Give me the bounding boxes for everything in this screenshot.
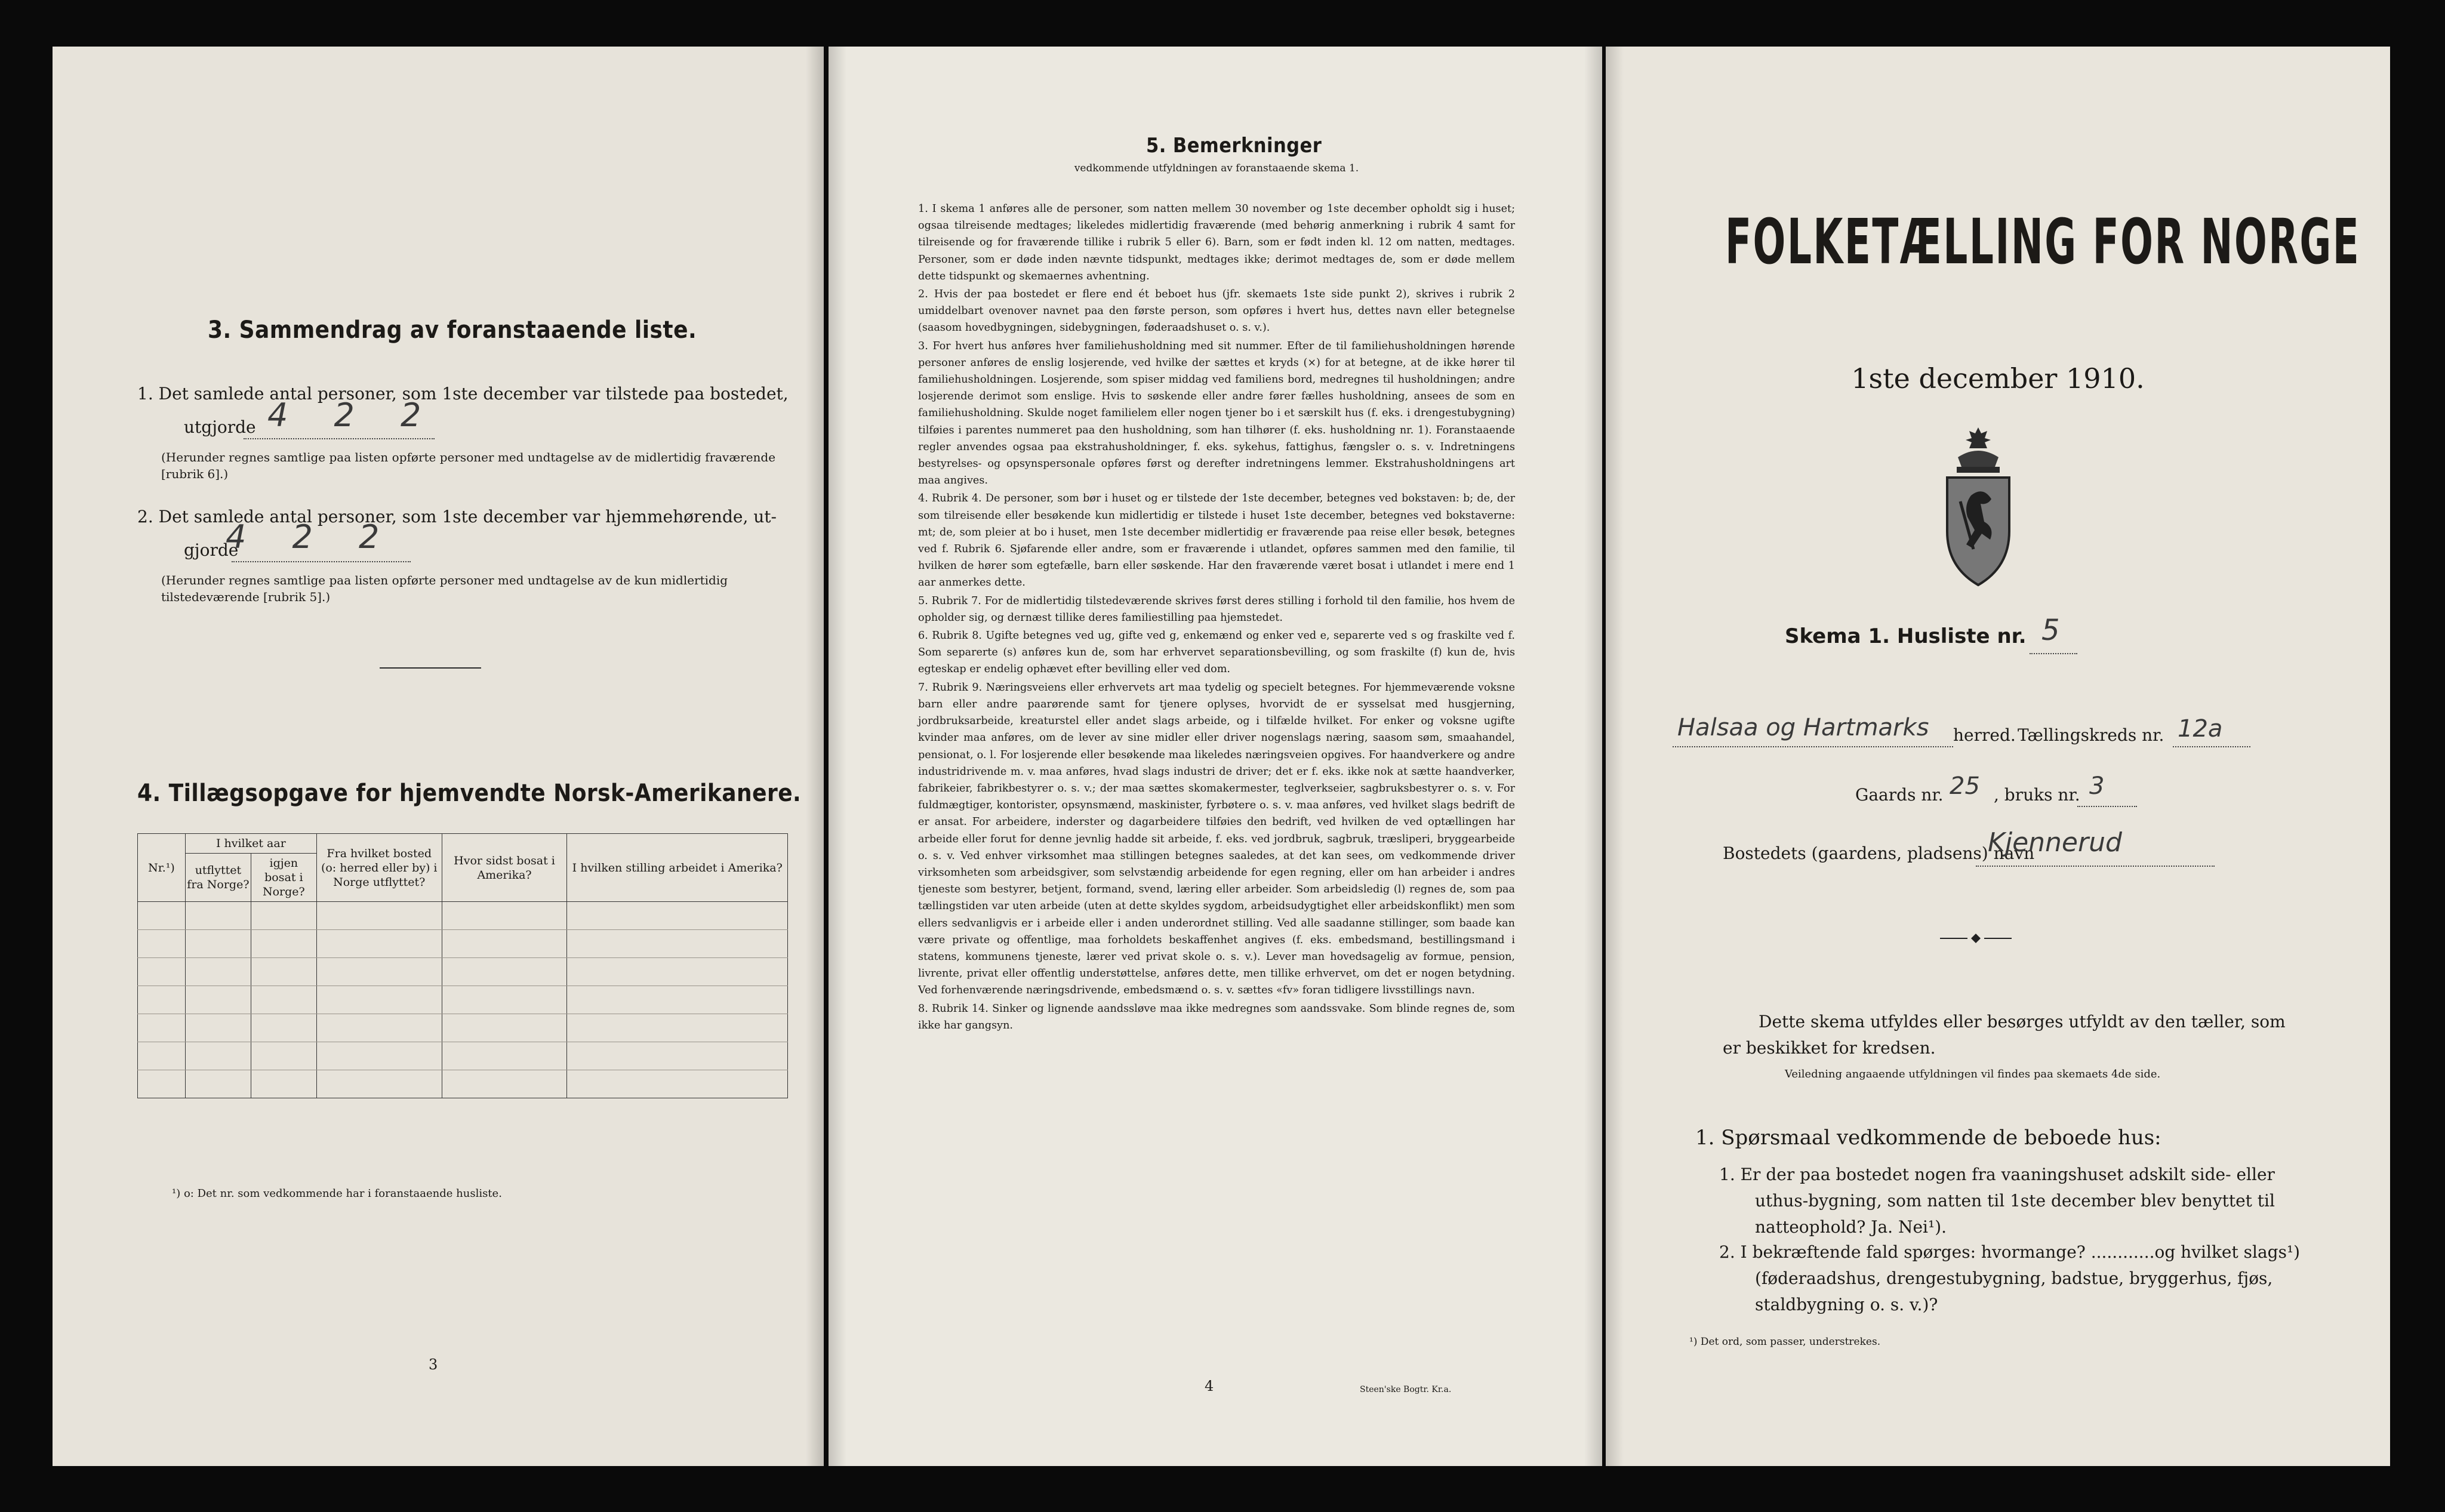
gaards-label: Gaards nr. (1855, 785, 1944, 805)
bemerkning-item: 4. Rubrik 4. De personer, som bør i huset og er tilstede der 1ste december, betegnes ved bokstaven: b; de, der som tilreisende eller besøkende kun midlertidig er tilstede i huset 1ste december, betegnes ved bokstaverne: mt; de, som pleier at bo i huset, men 1ste december midlertidig er fraværende paa reise eller besøk, betegnes ved f. Rubrik 6. Sjøfarende eller andre, som er fraværende i utlandet, opføres sammen med den familie, til hvilken de hører som egtefælle, barn eller søskende. Har den fraværende været bosat i utlandet i mere end 1 aar anmerkes dette. (918, 492, 1515, 589)
col-year-back-header: igjen bosat i Norge? (251, 854, 316, 902)
tk-value: 12a (2178, 715, 2223, 743)
table-footnote: ¹) o: Det nr. som vedkommende har i foranstaaende husliste. (172, 1187, 502, 1200)
left-page (53, 47, 824, 1466)
page-fold-shadow (806, 47, 824, 1466)
item-1-text: 1. Det samlede antal personer, som 1ste december var tilstede paa bostedet, (137, 384, 789, 404)
right-footnote: ¹) Det ord, som passer, understrekes. (1689, 1336, 1881, 1348)
question-1: 1. Er der paa bostedet nogen fra vaaningshuset adskilt side- eller uthus-bygning, som natten til 1ste december blev benyttet til natteophold? Ja. Nei¹). (1719, 1165, 2275, 1237)
bosted-line (1976, 866, 2215, 867)
item-2-dotted-line (232, 561, 411, 562)
census-title: FOLKETÆLLING FOR NORGE (1725, 205, 2361, 278)
printer-mark: Steen'ske Bogtr. Kr.a. (1360, 1385, 1452, 1394)
item-2-note: (Herunder regnes samtlige paa listen opførte personer med undtagelse av de kun midlertidig tilstedeværende [rubrik 5].) (161, 573, 728, 604)
col-nr-header: Nr.¹) (138, 834, 186, 902)
item-1-note: (Herunder regnes samtlige paa listen opførte personer med undtagelse av de midlertidig fraværende [rubrik 6].) (161, 450, 776, 481)
bosted-label: Bostedets (gaardens, pladsens) navn (1723, 843, 2035, 863)
table-row (138, 1070, 788, 1098)
table-row (138, 902, 788, 930)
bemerkning-item: 5. Rubrik 7. For de midlertidig tilstedeværende skrives først deres stilling i forhold til den familie, hos hvem de opholder sig, og dernæst tillike deres familiestilling paa hjemstedet. (918, 595, 1515, 624)
col-year-out-header: utflyttet fra Norge? (185, 854, 251, 902)
schema-number: 5 (2041, 614, 2060, 647)
norsk-amerikanere-table (137, 833, 788, 1098)
col-job-header: I hvilken stilling arbeidet i Amerika? (567, 834, 788, 902)
norwegian-coat-of-arms-icon (1936, 424, 2020, 591)
herred-line (1673, 746, 1953, 747)
bemerkning-item: 1. I skema 1 anføres alle de personer, som natten mellem 30 november og 1ste december opholdt sig i huset; ogsaa tilreisende medtages; likeledes midlertidig fraværende (med behørig anmerkning i rubrik 4 samt for tilreisende og for fraværende tillike i rubrik 5 eller 6). Barn, som er født inden kl. 12 om natten, medtages. Personer, som er døde inden nævnte tidspunkt, medtages ikke; derimot medtages de, som er døde mellem dette tidspunkt og skemaernes avhentning. (918, 203, 1515, 282)
item-1-dotted-line (244, 438, 435, 439)
tk-line (2173, 746, 2250, 747)
item-2-lead: gjorde (184, 540, 239, 560)
ornament-divider (1940, 932, 2012, 944)
bruks-value: 3 (2089, 772, 2105, 800)
table-row (138, 958, 788, 986)
page-fold-shadow (1606, 47, 1624, 1466)
item-2-handwritten-value: 4 2 2 (226, 518, 398, 556)
bemerkning-item: 6. Rubrik 8. Ugifte betegnes ved ug, gifte ved g, enkemænd og enker ved e, separerte ved s og fraskilte ved f. Som separerte (s) anføres kun de, som har erhvervet separationsbevilling, og som fraskilte (f) kun de, hvis egteskap er endelig ophævet efter bevilling eller ved dom. (918, 630, 1515, 676)
question-2: 2. I bekræftende fald spørges: hvormange? ............og hvilket slags¹) (føderaadshus, drengestubygning, badstue, bryggerhus, fjøs, staldbygning o. s. v.)? (1719, 1242, 2301, 1314)
herred-value: Halsaa og Hartmarks (1677, 714, 1929, 741)
bemerkning-item: 2. Hvis der paa bostedet er flere end ét beboet hus (jfr. skemaets 1ste side punkt 2), skrives i rubrik 2 umiddelbart ovenover navnet paa den første person, som opføres i hvert hus, dettes navn eller betegnelse (saasom hovedbygningen, sidebygningen, føderaadshuset o. s. v.). (918, 288, 1515, 334)
item-1-lead: utgjorde (184, 417, 256, 437)
bruks-line (2077, 806, 2137, 807)
bemerkninger-subtitle: vedkommende utfyldningen av foranstaaende skema 1. (1074, 162, 1359, 174)
questions-heading: 1. Spørsmaal vedkommende de beboede hus: (1695, 1126, 2161, 1150)
instruction-text: Dette skema utfyldes eller besørges utfyldt av den tæller, som er beskikket for kredsen. (1723, 1012, 2286, 1058)
instruction-note: Veiledning angaaende utfyldningen vil findes paa skemaets 4de side. (1785, 1068, 2161, 1080)
census-date: 1ste december 1910. (1851, 362, 2145, 395)
tk-label: Tællingskreds nr. (2018, 725, 2164, 745)
section-4-title: 4. Tillægsopgave for hjemvendte Norsk-Amerikanere. (137, 780, 802, 807)
page-fold-shadow-right (1584, 47, 1602, 1466)
page-fold-shadow-left (829, 47, 846, 1466)
section-3-title: 3. Sammendrag av foranstaaende liste. (208, 316, 697, 344)
item-2-text: 2. Det samlede antal personer, som 1ste december var hjemmehørende, ut- (137, 507, 777, 526)
bemerkning-item: 8. Rubrik 14. Sinker og lignende aandssløve maa ikke medregnes som aandssvake. Som blinde regnes de, som ikke har gangsyn. (918, 1002, 1515, 1031)
bemerkninger-title: 5. Bemerkninger (1146, 134, 1322, 158)
gaards-value: 25 (1950, 772, 1980, 800)
table-row (138, 1042, 788, 1070)
bosted-value: Kjennerud (1988, 827, 2122, 858)
bemerkning-item: 3. For hvert hus anføres hver familiehusholdning med sit nummer. Efter de til familiehusholdningen hørende personer anføres de enslig losjerende, ved hvilke der sættes et kryds (×) for at betegne, at de ikke hører til familiehusholdningen. Losjerende, som spiser middag ved familiens bord, medregnes til husholdningen; andre losjerende derimot som enslige. Hvis to søskende eller andre fører fælles husholdning, ansees de som en familiehusholdning. Skulde noget familielem eller nogen tjener bo i et særskilt hus (f. eks. i drengestubygning) tilføies i parentes nummeret paa den husholdning, som han tilhører (f. eks. husholdning nr. 1). Foranstaaende regler anvendes ogsaa paa ekstrahusholdninger, f. eks. sykehus, fattighus, fængsler o. s. v. Indretningens bestyrelses- og opsynspersonale opføres først og derefter indretningens lemmer. Ekstrahusholdningens art maa angives. (918, 340, 1515, 487)
table-row (138, 986, 788, 1014)
bemerkning-item: 7. Rubrik 9. Næringsveiens eller erhvervets art maa tydelig og specielt betegnes. For hjemmeværende voksne barn eller andre paarørende samt for tjenere oplyses, hvorvidt de er sysselsat med husgjerning, jordbruksarbeide, kreaturstel eller andet slags arbeide, og i tilfælde hvilket. For enker og voksne ugifte kvinder maa anføres, om de lever av sine midler eller driver nogenslags næring, saasom søm, smaahandel, pensionat, o. l. For losjerende eller besøkende maa likeledes næringsveien opgives. For haandverkere og andre industridrivende m. v. maa anføres, hvad slags industri de driver; det er f. eks. ikke nok at sætte haandverker, fabrikeier, fabrikbestyrer o. s. v.; der maa sættes skomakermester, teglverkseier, sagbruksbestyrer o. s. v. For fuldmægtiger, kontorister, opsynsmænd, maskinister, fyrbøtere o. s. v. maa anføres, ved hvilket slags bedrift de er ansat. For arbeidere, inderster og dagarbeidere tilføies den bedrift, ved hvilken de ved optællingen har arbeide eller forut for denne jevnlig hadde sit arbeide, f. eks. ved jordbruk, sagbruk, træsliperi, bryggearbeide o. s. v. Ved enhver virksomhet maa stillingen betegnes saaledes, at det kan sees, om vedkommende driver virksomheten som arbeidsgiver, som selvstændig arbeidende for egen regning, eller om han arbeider i andres tjeneste som bestyrer, betjent, formand, svend, læring eller arbeider. Som arbeidsledig (l) regnes de, som paa tællingstiden var uten arbeide (uten at dette skyldes sygdom, arbeidsudygtighet eller arbeidskonflikt) men som ellers sedvanligvis er i arbeide eller i anden underordnet stilling. Ved alle saadanne stillinger, som baade kan være private og offentlige, maa forholdets beskaffenhet angives (f. eks. embedsmand, bestillingsmand i statens, kommunens tjeneste, lærer ved privat skole o. s. v.). Lever man hovedsagelig av formue, pension, livrente, privat eller offentlig understøttelse, anføres dette, men tillike erhvervet, om det er nogen betydning. Ved forhenværende næringsdrivende, embedsmænd o. s. v. sættes «fv» foran tidligere livsstillings navn. (918, 681, 1515, 997)
schema-number-line (2030, 653, 2077, 654)
herred-label: herred. (1953, 725, 2016, 745)
col-from-header: Fra hvilket bosted (o: herred eller by) i Norge utflyttet? (316, 834, 442, 902)
schema-label: Skema 1. Husliste nr. (1785, 624, 2027, 648)
col-year-group-header: I hvilket aar (185, 834, 316, 854)
middle-page (829, 47, 1602, 1466)
bruks-label: , bruks nr. (1994, 785, 2080, 805)
separator-rule (380, 667, 481, 669)
table-row (138, 1014, 788, 1042)
col-where-header: Hvor sidst bosat i Amerika? (442, 834, 567, 902)
bemerkninger-list (918, 201, 1515, 1035)
table-row (138, 930, 788, 958)
item-1-handwritten-value: 4 2 2 (267, 396, 439, 434)
page-number: 4 (1205, 1378, 1214, 1394)
right-page (1606, 47, 2390, 1466)
page-number: 3 (429, 1356, 438, 1373)
